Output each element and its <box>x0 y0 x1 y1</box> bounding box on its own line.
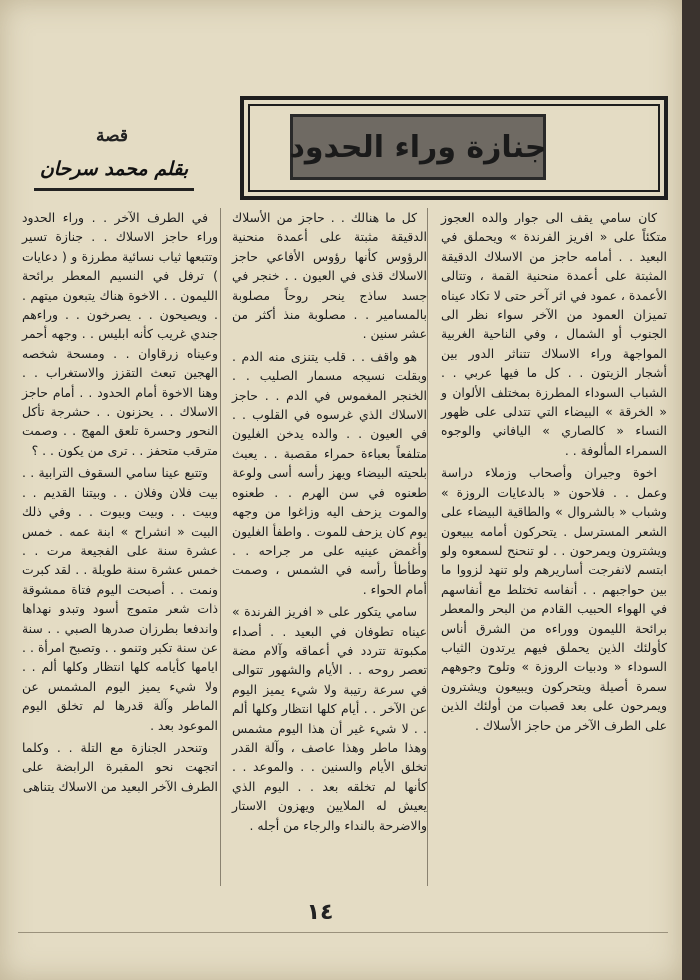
paragraph: كان سامي يقف الى جوار والده العجوز متكئاً على « افريز الفرندة » ويحملق في البعيد . . أمامه حاجز من الاسلاك الدقيقة المثبتة على أعمدة منحنية القمة ، وتتالى الأعمدة ، عمود في اثر آخر حتى لا تكاد عيناه تميزان العمود من الآخر سواء نظر الى الجنوب أو الشمال ، وفي الناحية الغربية المواجهة وراء الاسلاك تتناثر الدور بين أشجار الزيتون . . كل ما فيها عربي . . الشباب السوداء المطرزة بمختلف الألوان و « الخرقة » البيضاء التي تتدلى على ظهور النساء « كالصاري » اليافاني والوجوه السمراء المألوفة . . <box>441 210 667 458</box>
story-title: جنازة وراء الحدود <box>289 129 547 165</box>
column-divider <box>427 208 428 886</box>
paragraph: وتنحدر الجنازة مع التلة . . وكلما اتجهت نحو المقبرة الرابضة على الطرف الآخر البعيد من الاسلاك يتناهى <box>22 739 218 794</box>
paragraph: في الطرف الآخر . . وراء الحدود وراء حاجز الاسلاك . . جنازة تسير وتتبعها ثياب نسائية مطرزة و ( دعايات ) ترفل في النسيم المعطر برائحة الليمون . . الاخوة هناك يتبعون ميتهم . . ويصيحون . . يصرخون . . وراءهم جندي غريب كأنه ابليس . . وجهه أحمر وعيناه زرقاوان . . ومسحة شخصه الهجين تبعث التقزز والاستغراب . . وهنا الاخوة أمام الحدود . . أمام حاجز الاسلاك . . يحزنون . . حشرجة تأكل النحور وحسرة تلعق المهج . . وصمت مترقب متحفز . . ترى من يكون . . ؟ <box>22 210 218 458</box>
page-number: ١٤ <box>306 900 334 925</box>
paragraph: هو واقف . . قلب يتنزى منه الدم . وبقلت نسيجه مسمار الصليب . . الخنجر المغموس في الدم . . حاجز الاسلاك الذي غرسوه في القلوب . . في العيون . . والده يدخن الغليون متلفعاً بعباءة حمراء مقصبة . . يعبث بلحيته البيضاء ويهز رأسه أسى ولوعة طعنوه في سن الهرم . . طعنوه والموت يزحف اليه وزاغوا من وجهه يوم كان يزحف للموت . واطفأ الغليون وأغمض عينيه على مر جراحه . . وطأطأ رأسه في الشمس ، وصمت أمام الحواء . <box>232 348 427 597</box>
paragraph: وتتبع عينا سامي السقوف الترابية . . بيت فلان وفلان . . وبيتنا القديم . . وبيت . . وبيت وبيوت . . وفي ذلك البيت « انشراح » ابنة عمه . خمس عشرة سنة على الفجيعة مرت . . خمس عشرة سنة طويلة . . لقد كبرت ونمت . . أصبحت اليوم فتاة ممشوقة ذات شعر متموج أسود وتبدو نهداها واندفعا بطرزان صدرها الصبي . . سنة عن سنة تكبر وتنمو . . وتصبح امرأة . . ايامها كأيامه كلها انتظار وكلها ألم . . ولا شيء يميز اليوم المشمس عن الماطر وآلة قدرها لم تخلق اليوم الموعود بعد . <box>22 465 218 733</box>
paragraph: اخوة وجيران وأصحاب وزملاء دراسة وعمل . . فلاحون « بالدعايات الروزة » وشباب « بالشروال » والطاقية البيضاء على الشعر المسترسل . يتحركون أمامه يبيعون ويشترون ويمرحون . . لو تنحنح لسمعوه ولو ابتسم لانفرجت أساريرهم ولو تنهد لزووا ما بين حواجبهم . . أنفاسه تختلط مع أنفاسهم في الهواء الحبيب القادم من البحر والمعطر برائحة الليمون ووراءه من الشرق أناس كأولئك الذين يحملق فيهم يرتدون الثياب السوداء « ودبيات الروزة » وتلوح وجوههم سمرة أصيلة ويتحركون ويبيعون ويشترون ويمرحون على بعد قصبات من أولئك الذين على الطرف الآخر من حاجز الأسلاك . <box>441 465 667 733</box>
text-column-right <box>441 208 667 738</box>
author-byline: بقلم محمد سرحان <box>39 158 189 180</box>
story-label: قصة <box>96 126 128 146</box>
byline-underline <box>34 188 194 191</box>
paragraph: كل ما هنالك . . حاجز من الأسلاك الدقيقة مثبتة على أعمدة منحنية الرؤوس كأنها رؤوس الأفاعي حاجز الاسلاك قذى في العيون . . خنجر في جسد ساذج ينحر روحاً مصلوبة بالمسامير . . مصلوبة منذ أكثر من عشر سنين . <box>232 210 427 342</box>
page-edge <box>682 0 700 980</box>
title-banner <box>290 114 546 180</box>
column-divider <box>220 208 221 886</box>
paragraph: سامي يتكور على « افريز الفرندة » عيناه تطوفان في البعيد . . أصداء مكبوتة تتردد في أعماقه وآلام مضة تعصر روحه . . الأيام والشهور تتوالى في سرعة رتيبة ولا شيء يميز اليوم عن الآخر . . أيام كلها انتظار وكلها ألم . . لا شيء غير أن هذا اليوم مشمس وهذا ماطر وهذا عاصف ، وآلة القدر تخلق الأيام والسنين . . والموعد . . كأنها لم تخلقه بعد . . اليوم الذي يعيش له الملايين ويهزون الاستار والاضرحة بالنداء والرجاء من أجله . <box>232 604 427 833</box>
title-frame <box>240 96 668 200</box>
text-column-middle <box>232 208 427 838</box>
text-column-left <box>22 208 218 799</box>
footer-rule <box>18 932 668 933</box>
